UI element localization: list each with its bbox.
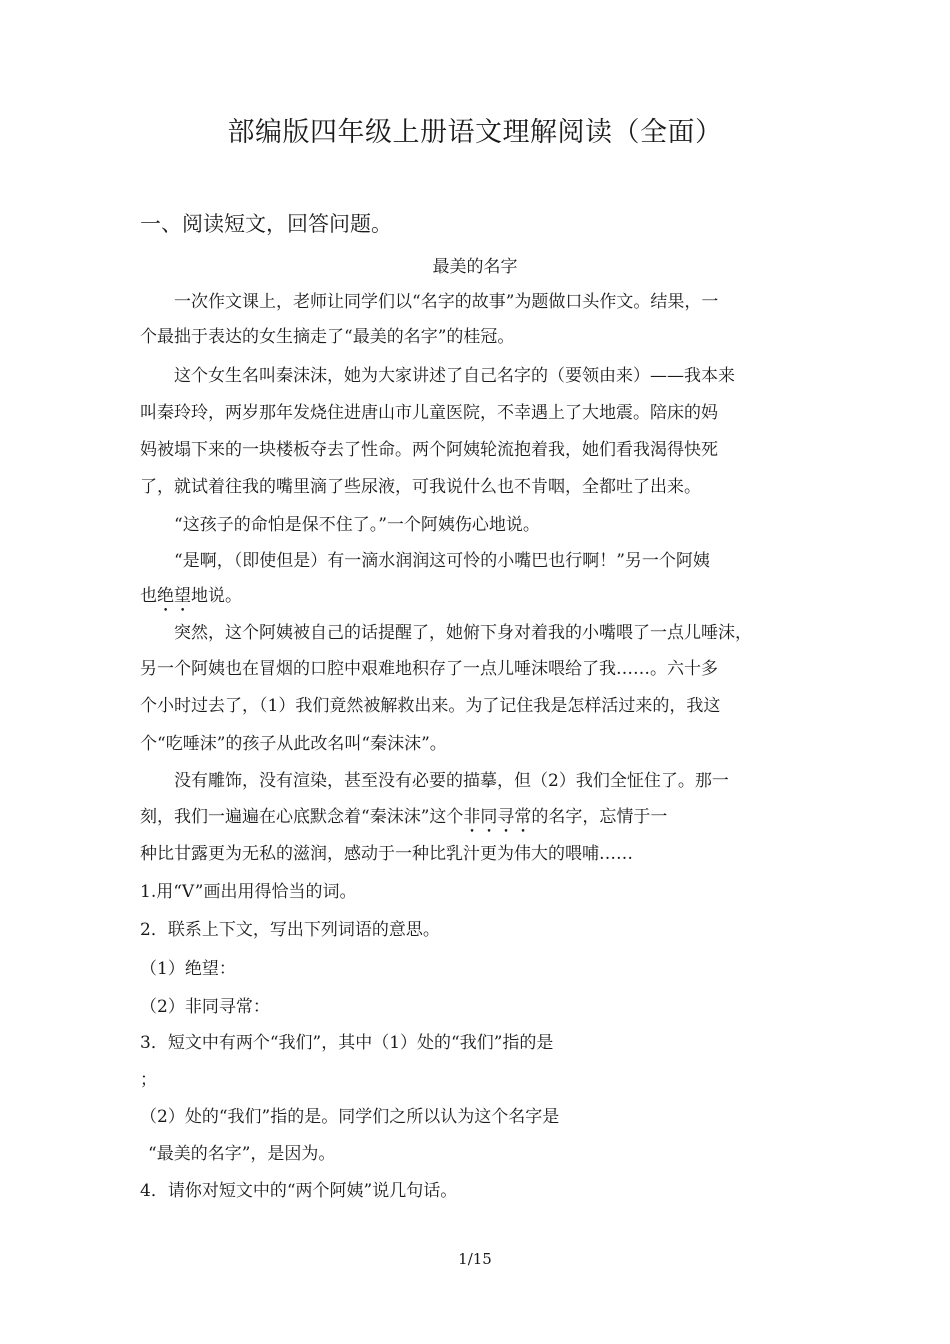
paragraph-line: 个“吃唾沫”的孩子从此改名叫“秦沫沫”。 [140,734,447,754]
paragraph-line: 另一个阿姨也在冒烟的口腔中艰难地积存了一点儿唾沫喂给了我……。六十多 [140,659,718,679]
text-segment: 也 [140,586,157,606]
paragraph-line: 一次作文课上，老师让同学们以“名字的故事”为题做口头作文。结果，一 [174,292,719,312]
story-title: 最美的名字 [432,257,518,277]
question-3: 3．短文中有两个“我们”，其中（1）处的“我们”指的是 [140,1033,554,1053]
paragraph-line: 突然，这个阿姨被自己的话提醒了，她俯下身对着我的小嘴喂了一点儿唾沫， [174,623,752,643]
paragraph-line: 种比甘露更为无私的滋润，感动于一种比乳汁更为伟大的喂哺…… [140,844,633,864]
emphasized-word: 非同寻常 [463,807,532,827]
text-segment: 刻，我们一遍遍在心底默念着“秦沫沫”这个 [140,807,464,827]
question-4: 4．请你对短文中的“两个阿姨”说几句话。 [140,1181,458,1201]
question-2-part-1: （1）绝望： [140,959,236,979]
paragraph-line: 这个女生名叫秦沫沫，她为大家讲述了自己名字的（要领由来）——我本来 [174,366,735,386]
question-2: 2．联系上下文，写出下列词语的意思。 [140,920,440,940]
paragraph-line [140,805,667,837]
paragraph-line: 妈被塌下来的一块楼板夺去了性命。两个阿姨轮流抱着我，她们看我渴得快死 [140,440,718,460]
text-segment: 地说。 [191,586,242,606]
paragraph-line: 了，就试着往我的嘴里滴了些尿液，可我说什么也不肯咽，全都吐了出来。 [140,477,701,497]
question-2-part-2: （2）非同寻常： [140,997,270,1017]
section-heading: 一、阅读短文，回答问题。 [140,212,392,236]
paragraph-line: 个小时过去了，（1）我们竟然被解救出来。为了记住我是怎样活过来的，我这 [140,696,721,716]
paragraph-line [140,584,242,616]
paragraph-line: 个最拙于表达的女生摘走了“最美的名字”的桂冠。 [140,327,515,347]
paragraph-line: “是啊，（即使但是）有一滴水润润这可怜的小嘴巴也行啊！”另一个阿姨 [174,551,710,571]
paragraph-line: “这孩子的命怕是保不住了。”一个阿姨伤心地说。 [174,515,540,535]
question-3-part-3: “最美的名字”，是因为。 [148,1144,336,1164]
paragraph-line: 没有雕饰，没有渲染，甚至没有必要的描摹，但（2）我们全怔住了。那一 [174,771,729,791]
text-segment: 的名字，忘情于一 [531,807,668,827]
question-1: 1.用“V”画出用得恰当的词。 [140,882,357,902]
page-number: 1/15 [458,1250,492,1268]
question-3-part-2: （2）处的“我们”指的是。同学们之所以认为这个名字是 [140,1107,560,1127]
paragraph-line: 叫秦玲玲，两岁那年发烧住进唐山市儿童医院，不幸遇上了大地震。陪床的妈 [140,403,718,423]
emphasized-word: 绝望 [157,586,191,606]
page-title: 部编版四年级上册语文理解阅读（全面） [227,117,723,148]
question-3-continuation: ； [140,1070,157,1090]
